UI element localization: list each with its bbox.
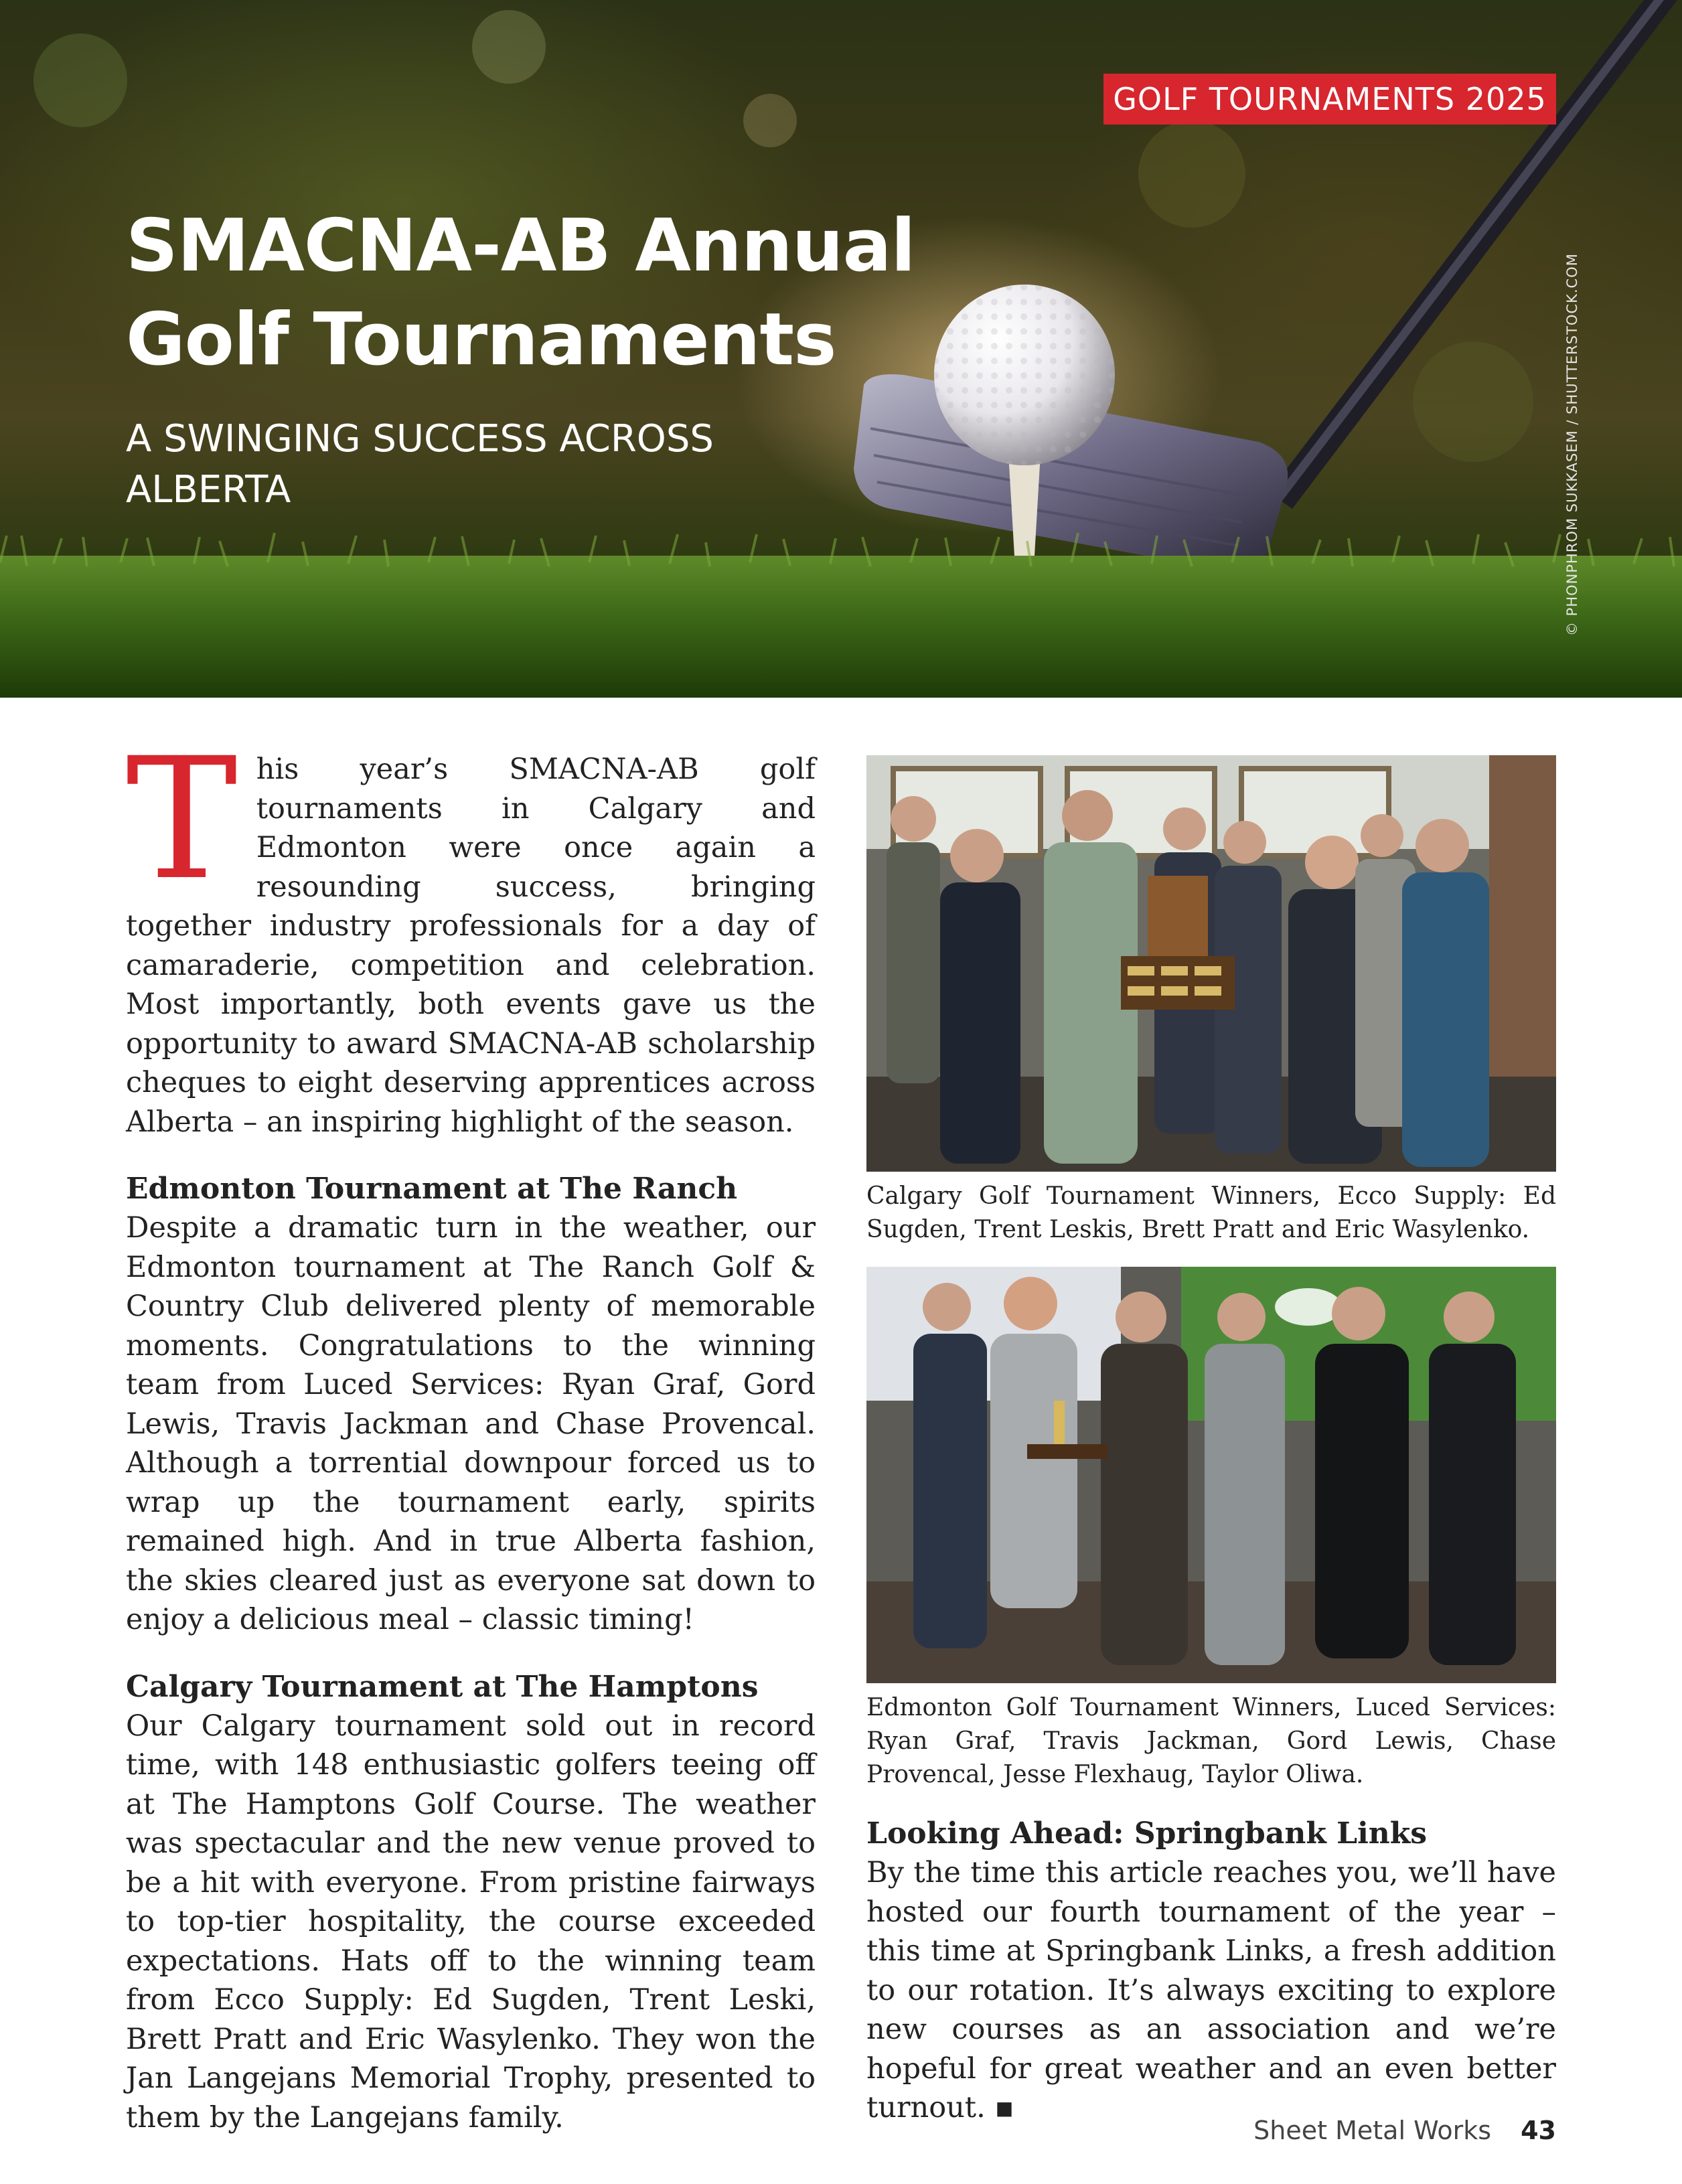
page-footer (1253, 2116, 1556, 2145)
calgary-group-photo (866, 755, 1556, 1172)
left-column (126, 722, 816, 2137)
subtitle-line-1: A SWINGING SUCCESS ACROSS (126, 417, 714, 461)
drop-cap: T (126, 722, 238, 917)
edmonton-section (126, 1170, 816, 1640)
title-line-2: Golf Tournaments (126, 298, 836, 382)
calgary-heading: Calgary Tournament at The Hamptons (126, 1669, 759, 1704)
springbank-heading: Looking Ahead: Springbank Links (866, 1816, 1428, 1851)
calgary-section (126, 1668, 816, 2138)
edmonton-heading: Edmonton Tournament at The Ranch (126, 1172, 738, 1206)
section-tag: GOLF TOURNAMENTS 2025 (1103, 74, 1556, 125)
publication-name: Sheet Metal Works (1253, 2116, 1492, 2145)
edmonton-group-photo (866, 1267, 1556, 1683)
edmonton-winners-photo (866, 1267, 1556, 1683)
calgary-winners-photo (866, 755, 1556, 1172)
intro-paragraph (126, 722, 816, 1142)
right-column (866, 755, 1556, 2128)
page-number: 43 (1521, 2116, 1556, 2145)
page-title (126, 200, 929, 387)
intro-text: his year’s SMACNA-AB golf tournaments in Calgary and Edmonton were once again a resounding success, bringing together industry professionals for a day of camaraderie, competition and celebration. Most importantly, both events gave us the opportunity to award SMACNA-AB scholarship cheques to eight deserving apprentices across Alberta – an inspiring highlight of the season. (126, 753, 816, 1139)
calgary-text: Our Calgary tournament sold out in record time, with 148 enthusiastic golfers teeing off at The Hamptons Golf Course. The weather was spectacular and the new venue proved to be a hit with everyone. From pristine fairways to top-tier hospitality, the course exceeded expectations. Hats off to the winning team from Ecco Supply: Ed Sugden, Trent Leski, Brett Pratt and Eric Wasylenko. They won the Jan Langejans Memorial Trophy, presented to them by the Langejans family. (126, 1709, 816, 2134)
springbank-section (866, 1814, 1556, 2128)
subtitle-line-2: ALBERTA (126, 468, 291, 512)
hero-banner (0, 0, 1682, 698)
calgary-caption: Calgary Golf Tournament Winners, Ecco Supply: Ed Sugden, Trent Leskis, Brett Pratt and Eric Wasylenko. (866, 1182, 1556, 1243)
springbank-text: By the time this article reaches you, we’ll have hosted our fourth tournament of the year – this time at Springbank Links, a fresh addition to our rotation. It’s always exciting to explore new courses as an association and we’re hopeful for great weather and an even better turnout. ▪ (866, 1856, 1556, 2124)
edmonton-caption: Edmonton Golf Tournament Winners, Luced Services: Ryan Graf, Travis Jackman, Gord Lewis, Chase Provencal, Jesse Flexhaug, Taylor Oliwa. (866, 1694, 1556, 1788)
title-line-1: SMACNA-AB Annual (126, 204, 915, 288)
page-subtitle (126, 414, 795, 516)
photo-credit: © PHONPHROM SUKKASEM / SHUTTERSTOCK.COM (1564, 253, 1580, 636)
edmonton-text: Despite a dramatic turn in the weather, our Edmonton tournament at The Ranch Golf & Country Club delivered plenty of memorable moments. Congratulations to the winning team from Luced Services: Ryan Graf, Gord Lewis, Travis Jackman and Chase Provencal. Although a torrential downpour forced us to wrap up the tournament early, spirits remained high. And in true Alberta fashion, the skies cleared just as everyone sat down to enjoy a delicious meal – classic timing! (126, 1211, 816, 1636)
